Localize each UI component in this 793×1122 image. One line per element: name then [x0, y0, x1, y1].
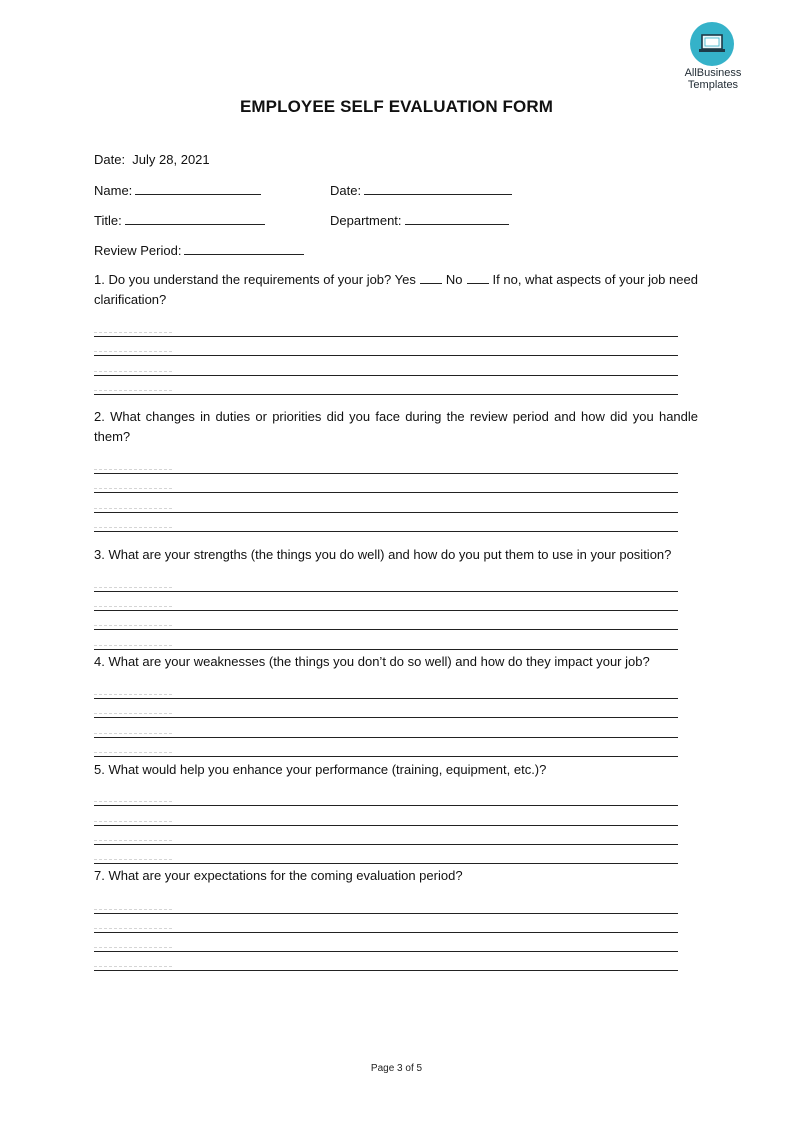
laptop-icon — [698, 32, 726, 56]
review-period-blank[interactable] — [184, 242, 304, 255]
answer-line[interactable] — [94, 492, 678, 493]
answer-line[interactable] — [94, 737, 678, 738]
answer-line[interactable] — [94, 951, 678, 952]
answer-line[interactable] — [94, 394, 678, 395]
answer-line[interactable] — [94, 805, 678, 806]
review-period-row — [94, 242, 304, 259]
answer-line[interactable] — [94, 913, 678, 914]
yes-blank[interactable] — [420, 271, 442, 284]
question-2: 2. What changes in duties or priorities did you face during the review period and how did you handle them? — [94, 409, 698, 444]
question-7: 7. What are your expectations for the coming evaluation period? — [94, 868, 463, 883]
logo-text — [677, 67, 749, 91]
question-1-text-c: If no, what aspects of your job need clarification? — [94, 272, 698, 307]
question-1-text-b: No — [445, 272, 463, 287]
name-blank[interactable] — [135, 182, 261, 195]
answer-line[interactable] — [94, 825, 678, 826]
question-5: 5. What would help you enhance your performance (training, equipment, etc.)? — [94, 762, 547, 777]
answer-line[interactable] — [94, 336, 678, 337]
date-line: Date: July 28, 2021 — [94, 152, 210, 167]
logo-line-2: Templates — [687, 79, 739, 91]
question-3: 3. What are your strengths (the things you do well) and how do you put them to use in your position? — [94, 547, 672, 562]
question-4: 4. What are your weaknesses (the things you don’t do so well) and how do they impact your job? — [94, 654, 650, 669]
department-blank[interactable] — [405, 212, 509, 225]
answer-line[interactable] — [94, 863, 678, 864]
answer-line[interactable] — [94, 844, 678, 845]
answer-line[interactable] — [94, 970, 678, 971]
question-1-text-a: 1. Do you understand the requirements of your job? Yes — [94, 272, 416, 287]
answer-line[interactable] — [94, 591, 678, 592]
answer-line[interactable] — [94, 629, 678, 630]
date-blank[interactable] — [364, 182, 512, 195]
no-blank[interactable] — [467, 271, 489, 284]
answer-line[interactable] — [94, 355, 678, 356]
name-label: Name: — [94, 183, 133, 198]
question-1 — [94, 270, 698, 310]
department-field-row — [330, 212, 509, 229]
answer-line[interactable] — [94, 756, 678, 757]
answer-line[interactable] — [94, 473, 678, 474]
answer-line[interactable] — [94, 610, 678, 611]
form-title: EMPLOYEE SELF EVALUATION FORM — [239, 97, 553, 116]
answer-line[interactable] — [94, 717, 678, 718]
title-blank[interactable] — [125, 212, 265, 225]
answer-line[interactable] — [94, 649, 678, 650]
name-field-row — [94, 182, 261, 199]
title-label: Title: — [94, 213, 122, 228]
date-field-row — [330, 182, 512, 199]
date-label: Date: — [330, 183, 362, 198]
answer-line[interactable] — [94, 375, 678, 376]
answer-line[interactable] — [94, 698, 678, 699]
page-number: Page 3 of 5 — [370, 1063, 423, 1074]
answer-line[interactable] — [94, 512, 678, 513]
department-label: Department: — [330, 213, 402, 228]
answer-line[interactable] — [94, 531, 678, 532]
review-period-label: Review Period: — [94, 243, 182, 258]
answer-line[interactable] — [94, 932, 678, 933]
title-field-row — [94, 212, 265, 229]
logo-line-1: AllBusiness — [684, 67, 742, 79]
